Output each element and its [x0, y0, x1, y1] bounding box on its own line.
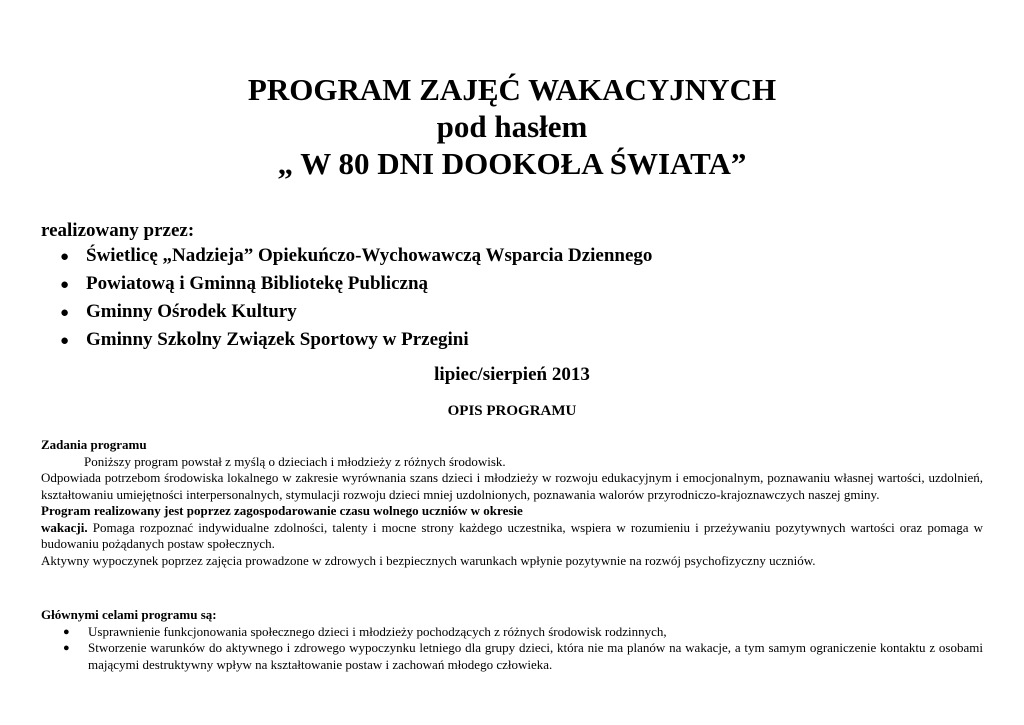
goals-list [41, 624, 983, 674]
list-item: ● Powiatową i Gminną Bibliotekę Publiczną [60, 270, 652, 298]
list-item: ● Usprawnienie funkcjonowania społecznego dzieci i młodzieży pochodzących z różnych środowisk rodzinnych, [63, 623, 667, 639]
organizers-list [60, 242, 652, 354]
bullet-icon: ● [63, 625, 70, 638]
list-item: ● Świetlicę „Nadzieja” Opiekuńczo-Wychowawczą Wsparcia Dziennego [60, 242, 652, 270]
bullet-icon: ● [60, 333, 70, 349]
list-item: ● Gminny Szkolny Związek Sportowy w Przegini [60, 326, 652, 354]
tasks-paragraph-3: Aktywny wypoczynek poprzez zajęcia prowadzone w zdrowych i bezpiecznych warunkach wpłynie pozytywnie na rozwój psychofizyczny uczniów. [41, 552, 816, 568]
title-line-2: pod hasłem [436, 109, 588, 144]
description-heading: OPIS PROGRAMU [447, 403, 577, 419]
tasks-bold-line: Program realizowany jest poprzez zagospodarowanie czasu wolnego uczniów w okresie [41, 503, 523, 518]
goals-heading: Głównymi celami programu są: [41, 607, 217, 622]
tasks-paragraph: Odpowiada potrzebom środowiska lokalnego w zakresie wyrównania szans dzieci i młodzieży w rozwoju edukacyjnym i emocjonalnym, poznawaniu własnej wartości, uzdolnień, kształtowaniu umiejętności interpersonalnych, stymulacji rozwoju dzieci mniej uzdolnionych, poznawania walorów przyrodniczo-krajoznawczych naszej gminy. [41, 470, 983, 502]
title-line-3: „ W 80 DNI DOOKOŁA ŚWIATA” [277, 146, 747, 181]
bullet-icon: ● [63, 642, 70, 654]
tasks-paragraph-2: wakacji. Pomaga rozpoznać indywidualne zdolności, talenty i mocne strony każdego uczestnika, wspiera w rozumieniu i przeżywaniu pozytywnych wartości oraz pomaga w budowaniu pożądanych postaw społecznych. [41, 519, 983, 551]
document-title [0, 71, 1024, 182]
goals-section [41, 607, 983, 673]
bullet-icon: ● [60, 277, 70, 293]
organizers-intro: realizowany przez: [41, 220, 195, 241]
title-line-1: PROGRAM ZAJĘĆ WAKACYJNYCH [247, 72, 777, 107]
list-item: ● Stworzenie warunków do aktywnego i zdrowego wypoczynku letniego dla grupy dzieci, która nie ma planów na wakacje, a tym samym ograniczenie kontaktu z osobami mającymi destruktywny wpływ na kształtowanie postaw i zachowań młodego człowieka. [63, 640, 983, 672]
tasks-bold-word: wakacji. [41, 519, 88, 535]
list-item: ● Gminny Ośrodek Kultury [60, 298, 652, 326]
bullet-icon: ● [60, 249, 70, 265]
tasks-heading: Zadania programu [41, 437, 147, 452]
tasks-intro: Poniższy program powstał z myślą o dzieciach i młodzieży z różnych środowisk. [84, 453, 506, 469]
tasks-section [41, 437, 983, 569]
bullet-icon: ● [60, 305, 70, 321]
program-date: lipiec/sierpień 2013 [434, 364, 590, 385]
